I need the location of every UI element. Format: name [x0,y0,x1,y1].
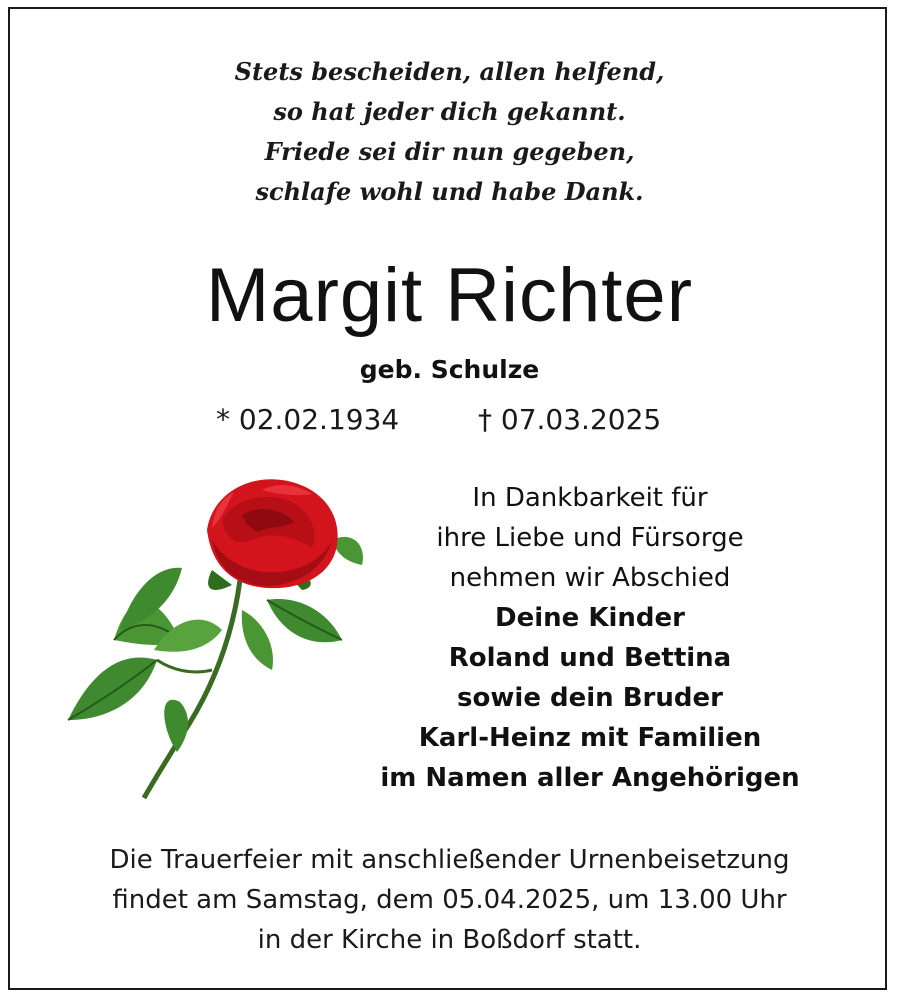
maiden-name: geb. Schulze [359,355,540,384]
ceremony-line: findet am Samstag, dem 05.04.2025, um 13.00 Uhr [112,885,787,915]
mourners-family-line: Deine Kinder [495,603,685,633]
poem-line: so hat jeder dich gekannt. [273,97,626,126]
birth-date: * 02.02.1934 [216,403,400,436]
poem [0,52,899,212]
mourners-block [340,478,840,798]
ceremony-line: Die Trauerfeier mit anschließender Urnenbeisetzung [109,845,790,875]
death-date: † 07.03.2025 [478,403,662,436]
rose-icon [62,470,372,800]
mourners-intro-line: ihre Liebe und Fürsorge [436,523,744,553]
poem-line: Friede sei dir nun gegeben, [264,137,635,166]
mourners-intro-line: In Dankbarkeit für [472,483,708,513]
mourners-family-line: im Namen aller Angehörigen [380,763,800,793]
mourners-family-line: sowie dein Bruder [457,683,723,713]
poem-line: Stets bescheiden, allen helfend, [234,57,665,86]
deceased-name: Margit Richter [206,253,693,338]
ceremony-line: in der Kirche in Boßdorf statt. [257,925,642,955]
mourners-family-line: Roland und Bettina [448,643,732,673]
ceremony-info [0,840,899,960]
mourners-family-line: Karl-Heinz mit Familien [418,723,762,753]
mourners-intro-line: nehmen wir Abschied [449,563,731,593]
poem-line: schlafe wohl und habe Dank. [255,177,644,206]
